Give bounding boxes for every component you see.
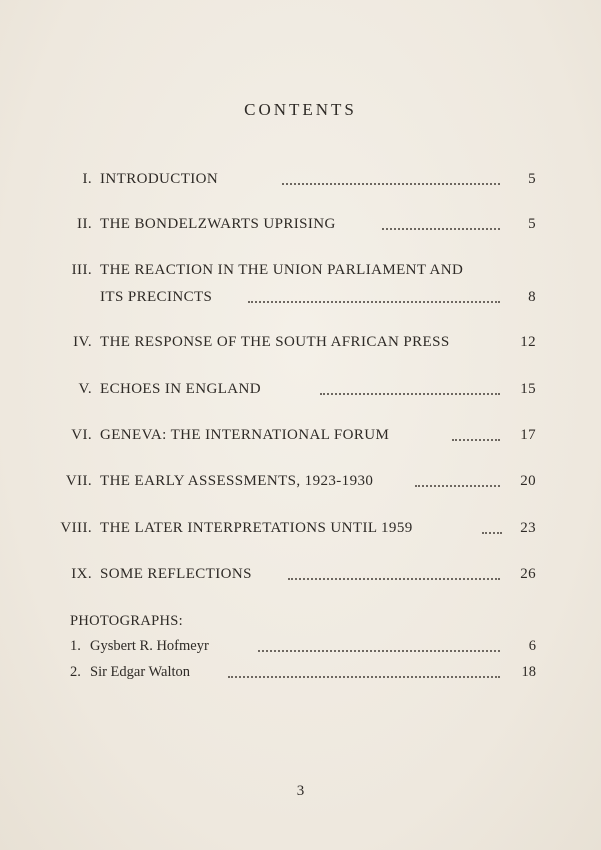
- dot-leader: [248, 301, 500, 303]
- toc-entry: [70, 566, 536, 588]
- dot-leader: [320, 393, 500, 395]
- toc-entry: [70, 216, 536, 238]
- toc-entry-number: III.: [71, 262, 92, 278]
- photo-entry: [70, 638, 536, 660]
- dot-leader: [415, 485, 500, 487]
- toc-entry-label: THE LATER INTERPRETATIONS UNTIL 1959: [100, 520, 413, 536]
- toc-entry: [70, 171, 536, 193]
- toc-entry-number: II.: [77, 216, 92, 232]
- toc-entry: [70, 334, 536, 356]
- photo-entry-number: 1.: [70, 638, 81, 654]
- toc-entry-page: 20: [520, 473, 536, 489]
- toc-entry: [65, 473, 536, 495]
- toc-entry-label: THE REACTION IN THE UNION PARLIAMENT AND: [100, 262, 464, 278]
- page-number: 3: [296, 783, 305, 799]
- toc-entry-label: SOME REFLECTIONS: [100, 566, 252, 582]
- dot-leader: [288, 578, 500, 580]
- toc-entry-number: VII.: [65, 473, 92, 489]
- toc-entry-page: 8: [528, 289, 536, 305]
- toc-entry-number: IX.: [71, 566, 92, 582]
- toc-entry-page: 17: [520, 427, 536, 443]
- dot-leader: [282, 183, 500, 185]
- toc-entry: [70, 381, 536, 403]
- toc-entry-label-line2: ITS PRECINCTS: [100, 289, 213, 305]
- toc-entry-page: 5: [528, 216, 536, 232]
- toc-entry-number: I.: [82, 171, 92, 187]
- toc-entry-continuation: [70, 289, 536, 311]
- toc-entry-label: ECHOES IN ENGLAND: [100, 381, 261, 397]
- toc-entry-number: VIII.: [60, 520, 92, 536]
- toc-entry-label: GENEVA: THE INTERNATIONAL FORUM: [100, 427, 390, 443]
- dot-leader: [228, 676, 500, 678]
- contents-title: CONTENTS: [244, 100, 357, 119]
- toc-entry-page: 26: [520, 566, 536, 582]
- toc-entry: [70, 427, 536, 449]
- dot-leader: [258, 650, 500, 652]
- toc-entry-label: INTRODUCTION: [100, 171, 219, 187]
- toc-entry-page: 5: [528, 171, 536, 187]
- toc-entry: [70, 262, 536, 284]
- toc-entry: [60, 520, 536, 542]
- toc-entry-label: THE RESPONSE OF THE SOUTH AFRICAN PRESS: [100, 334, 450, 350]
- photo-entry: [70, 664, 536, 686]
- toc-entry-number: V.: [78, 381, 92, 397]
- photographs-heading: PHOTOGRAPHS:: [70, 613, 183, 629]
- photo-entry-number: 2.: [70, 664, 81, 680]
- toc-entry-label: THE BONDELZWARTS UPRISING: [100, 216, 336, 232]
- photo-entry-page: 18: [521, 664, 536, 680]
- photo-entry-label: Gysbert R. Hofmeyr: [90, 638, 209, 654]
- toc-entry-number: VI.: [71, 427, 92, 443]
- toc-entry-page: 23: [520, 520, 536, 536]
- toc-entry-page: 15: [520, 381, 536, 397]
- toc-entry-page: 12: [520, 334, 536, 350]
- dot-leader: [382, 228, 500, 230]
- toc-entry-number: IV.: [73, 334, 92, 350]
- photo-entry-page: 6: [528, 638, 536, 654]
- dot-leader: [482, 532, 502, 534]
- photo-entry-label: Sir Edgar Walton: [90, 664, 191, 680]
- dot-leader: [452, 439, 500, 441]
- toc-entry-label: THE EARLY ASSESSMENTS, 1923-1930: [100, 473, 374, 489]
